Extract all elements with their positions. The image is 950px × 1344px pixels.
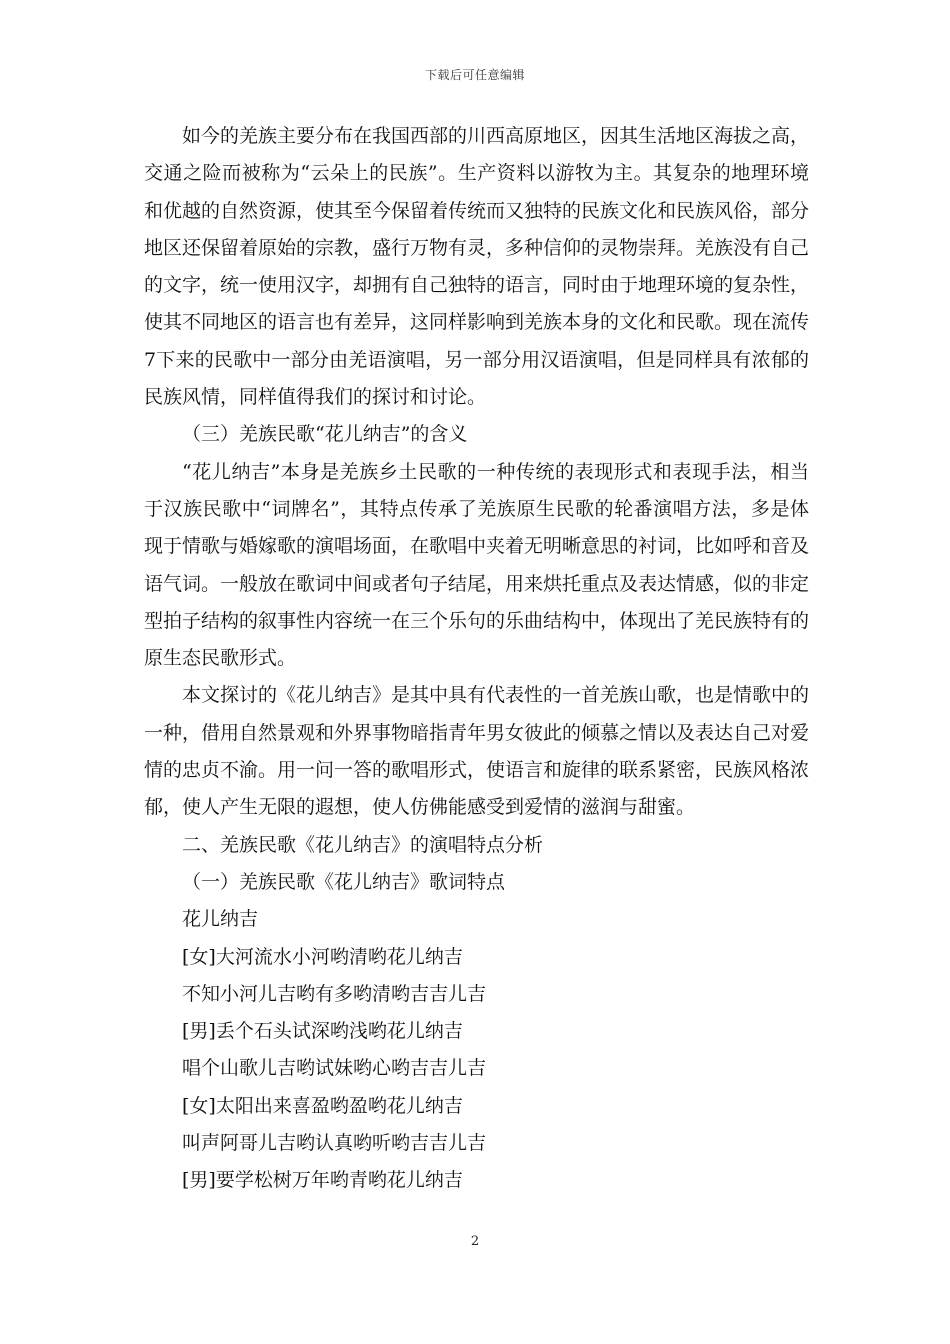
paragraph-song-discussion: 本文探讨的《花儿纳吉》是其中具有代表性的一首羌族山歌，也是情歌中的一种，借用自然景观和外界事物暗指青年男女彼此的倾慕之情以及表达自己对爱情的忠贞不渝。用一问一答的歌唱形式，使语言和旋律的联系紧密，民族风格浓郁，使人产生无限的遐想，使人仿佛能感受到爱情的滋润与甜蜜。 — [144, 684, 810, 819]
section-heading-meaning: （三）羌族民歌“花儿纳吉”的含义 — [182, 423, 468, 446]
section-heading-analysis: 二、羌族民歌《花儿纳吉》的演唱特点分析 — [182, 833, 544, 856]
paragraph-qiang-distribution: 如今的羌族主要分布在我国西部的川西高原地区，因其生活地区海拔之高，交通之险而被称为“云朵上的民族”。生产资料以游牧为主。其复杂的地理环境和优越的自然资源，使其至今保留着传统而又独特的民族文化和民族风俗，部分地区还保留着原始的宗教，盛行万物有灵，多种信仰的灵物崇拜。羌族没有自己的文字，统一使用汉字，却拥有自己独特的语言，同时由于地理环境的复杂性，使其不同地区的语言也有差异，这同样影响到羌族本身的文化和民歌。现在流传7下来的民歌中一部分由羌语演唱，另一部分用汉语演唱，但是同样具有浓郁的民族风情，同样值得我们的探讨和讨论。 — [144, 125, 810, 409]
lyrics-title: 花儿纳吉 — [182, 908, 259, 931]
lyric-line: [男]要学松树万年哟青哟花儿纳吉 — [182, 1169, 463, 1192]
lyric-line: [男]丢个石头试深哟浅哟花儿纳吉 — [182, 1020, 463, 1043]
document-body — [144, 118, 809, 1200]
subsection-heading-lyrics: （一）羌族民歌《花儿纳吉》歌词特点 — [182, 870, 506, 893]
lyric-line: [女]太阳出来喜盈哟盈哟花儿纳吉 — [182, 1094, 463, 1117]
lyric-line: 不知小河儿吉哟有多哟清哟吉吉儿吉 — [182, 982, 487, 1005]
lyric-line: 叫声阿哥儿吉哟认真哟听哟吉吉儿吉 — [182, 1132, 487, 1155]
paragraph-huaer-naji-definition: “花儿纳吉”本身是羌族乡土民歌的一种传统的表现形式和表现手法，相当于汉族民歌中“词牌名”，其特点传承了羌族原生民歌的轮番演唱方法，多是体现于情歌与婚嫁歌的演唱场面，在歌唱中夹着无明晰意思的衬词，比如呼和音及语气词。一般放在歌词中间或者句子结尾，用来烘托重点及表达情感，似的非定型拍子结构的叙事性内容统一在三个乐句的乐曲结构中，体现出了羌民族特有的原生态民歌形式。 — [144, 460, 810, 670]
page-header: 下载后可任意编辑 — [424, 68, 525, 82]
page-number: 2 — [470, 1234, 480, 1249]
lyric-line: [女]大河流水小河哟清哟花儿纳吉 — [182, 945, 463, 968]
lyric-line: 唱个山歌儿吉哟试妹哟心哟吉吉儿吉 — [182, 1057, 487, 1080]
